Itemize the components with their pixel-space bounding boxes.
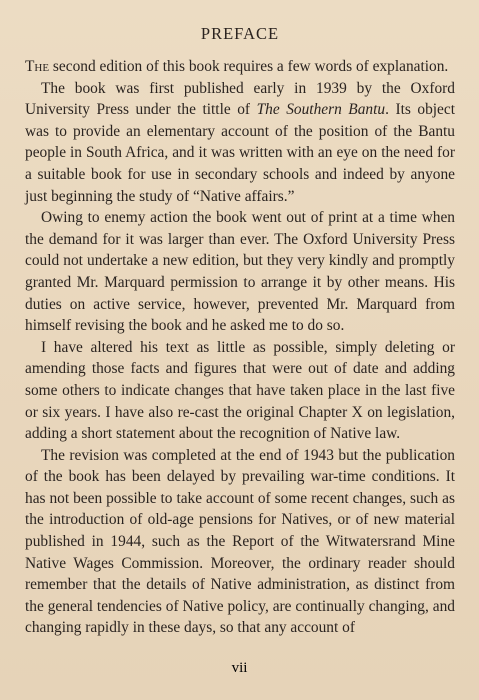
paragraph-publication	[25, 78, 455, 208]
paragraph-intro	[25, 56, 455, 78]
paragraph-text: The book was first published early in 1939 by the Oxford University Press under the tittle of	[25, 79, 455, 119]
page-number: vii	[231, 660, 248, 676]
paragraph-text: . Its object was to provide an elementary account of the position of the Bantu people in South Africa, and it was written with an eye on the need for a suitable book for use in secondary schools and indeed by anyone just beginning the study of “Native affairs.”	[25, 101, 455, 205]
paragraph-text: The revision was completed at the end of 1943 but the publication of the book has been delayed by prevailing war-time conditions. It has not been possible to take account of some recent changes, such as the introduction of old-age pensions for Natives, or of new material published in 1944, such as the Report of the Witwatersrand Mine Native Wages Commission. Moreover, the ordinary reader should remember that the details of Native administration, as distinct from the general tendencies of Native policy, are continually changing, and changing rapidly in these days, so that any account of	[25, 446, 455, 637]
paragraph-text: second edition of this book requires a few words of explanation.	[49, 58, 449, 75]
book-title: The Southern Bantu	[256, 101, 386, 119]
paragraph-revisions	[25, 337, 455, 445]
lead-word: The	[25, 58, 50, 75]
paragraph-text: I have altered his text as little as possible, simply deleting or amending those facts and figures that were out of date and adding some others to indicate changes that have taken place in the last five or six years. I have also re-cast the original Chapter X on legislation, adding a short statement about the recognition of Native law.	[25, 338, 455, 443]
paragraph-out-of-print	[25, 207, 455, 337]
paragraph-text: Owing to enemy action the book went out of print at a time when the demand for it was larger than ever. The Oxford University Press could not undertake a new edition, but they very kindly and promptly granted Mr. Marquard permission to arrange it by other means. His duties on active service, however, prevented Mr. Marquard from himself revising the book and he asked me to do so.	[25, 209, 455, 335]
paragraph-delay	[25, 445, 455, 639]
page-heading: PREFACE	[200, 24, 280, 43]
